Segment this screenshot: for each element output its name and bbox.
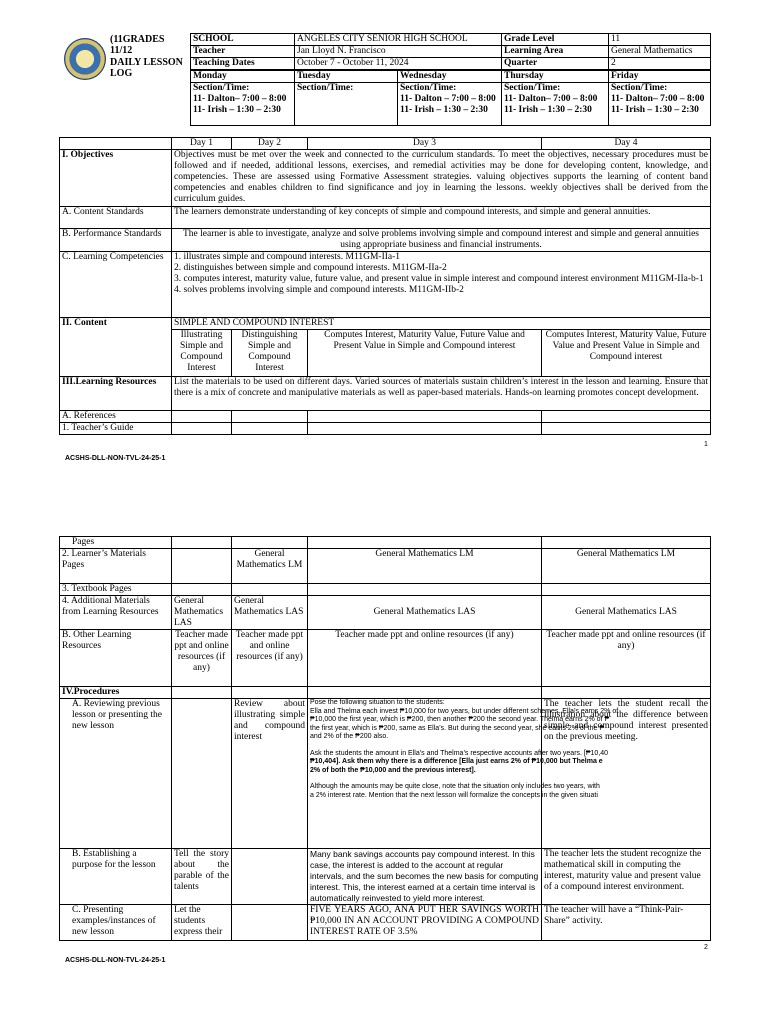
las-day4: General Mathematics LAS: [542, 596, 711, 630]
quarter-label: Quarter: [502, 58, 609, 70]
competency-item: 1. illustrates simple and compound interests. M11GM-IIa-1: [174, 252, 401, 262]
performance-standards-label: B. Performance Standards: [60, 229, 172, 252]
content-standards-text: The learners demonstrate understanding of key concepts of simple and compound interests, and simple and general annuities.: [172, 207, 711, 229]
teaching-dates-value: October 7 - October 11, 2024: [295, 58, 502, 70]
establishing-label: B. Establishing a purpose for the lesson: [60, 849, 172, 905]
resources-label: III.Learning Resources: [60, 377, 172, 411]
header-table: [190, 33, 711, 70]
teaching-dates-label: Teaching Dates: [191, 58, 295, 70]
grade-level-value: 11: [609, 34, 711, 46]
quarter-value: 2: [609, 58, 711, 70]
section-monday: Section/Time: 11- Dalton– 7:00 – 8:00 11- Irish – 1:30 – 2:30: [191, 83, 295, 126]
other-day2: Teacher made ppt and online resources (if any): [232, 630, 308, 687]
content-day2: Distinguishing Simple and Compound Interest: [232, 330, 308, 377]
presenting-day4: The teacher will have a “Think-Pair-Share” activity.: [542, 905, 711, 941]
content-day4: Computes Interest, Maturity Value, Future Value and Present Value in Simple and Compound interest: [542, 330, 711, 377]
competency-item: 2. distinguishes between simple and compound interests. M11GM-IIa-2: [174, 263, 447, 273]
section-friday: Section/Time: 11- Dalton– 7:00 – 8:00 11- Irish – 1:30 – 2:30: [609, 83, 711, 126]
competencies-list: [172, 252, 711, 318]
page-footer-2: ACSHS-DLL-NON-TVL-24-25-1: [65, 957, 166, 964]
other-resources-label: B. Other Learning Resources: [60, 630, 172, 687]
las-day2: General Mathematics LAS: [232, 596, 308, 630]
reviewing-day3: Pose the following situation to the students: Ella and Thelma each invest ₱10,000 for two years, but under different schemes. Ella’s earns 2% of ₱10,000 the first year, which is ₱200, then another ₱200 the second year. Thelma earns 2% of ₱ the first year, which is ₱200, same as Ella’s. But during the second year, she earns 2% of the ₱ and 2% of the ₱200 also. Ask the students the amount in Ella’s and Thelma’s respective accounts after two years. [₱10,40 ₱10,404]. Ask them why there is a difference [Ella just earns 2% of ₱10,000 but Thelma e 2% of both the ₱10,000 and the previous interest]. Although the amounts may be quite close, note that the situation only includes two years, with a 2% interest rate. Mention that the next lesson will formalize the concepts in the given situati: [308, 699, 542, 849]
page-number-2: 2: [704, 944, 708, 951]
teacher-label: Teacher: [191, 46, 295, 58]
page-number-1: 1: [704, 441, 708, 448]
day-tuesday: Tuesday: [295, 71, 398, 83]
school-value: ANGELES CITY SENIOR HIGH SCHOOL: [295, 34, 502, 46]
performance-standards-text: The learner is able to investigate, analyze and solve problems involving simple and compound interest and simple and general annuities using appropriate business and financial instruments.: [172, 229, 711, 252]
content-title: SIMPLE AND COMPOUND INTEREST: [172, 318, 711, 330]
additional-materials-label: 4. Additional Materials from Learning Resources: [60, 596, 172, 630]
establishing-day4: The teacher lets the student recognize the mathematical skill in computing the interest, maturity value and present value of a compound interest environment.: [542, 849, 711, 905]
day-thursday: Thursday: [502, 71, 609, 83]
day2-header: Day 2: [232, 138, 308, 150]
lesson-table-page2: [59, 536, 711, 941]
presenting-day1: Let the students express their: [172, 905, 232, 941]
establishing-day3: Many bank savings accounts pay compound interest. In this case, the interest is added to the account at regular intervals, and the sum becomes the new basis for computing interest. This, the interest earned at a certain time interval is automatically reinvested to yield more interest.: [308, 849, 542, 905]
day1-header: Day 1: [172, 138, 232, 150]
day3-header: Day 3: [308, 138, 542, 150]
reviewing-day4: The teacher lets the student recall the illustration about the difference between simple and compound interest presented on the previous meeting.: [542, 699, 711, 849]
section-wednesday: Section/Time: 11- Dalton – 7:00 – 8:00 11- Irish – 1:30 – 2:30: [398, 83, 502, 126]
pages-label: Pages: [60, 537, 172, 549]
competency-item: 4. solves problems involving simple and compound interests. M11GM-IIb-2: [174, 285, 464, 295]
las-day1: General Mathematics LAS: [172, 596, 232, 630]
school-logo: [64, 38, 106, 80]
other-day3: Teacher made ppt and online resources (if any): [308, 630, 542, 687]
presenting-day3: FIVE YEARS AGO, ANA PUT HER SAVINGS WORTH ₱10,000 IN AN ACCOUNT PROVIDING A COMPOUND INTEREST RATE OF 3.5%: [308, 905, 542, 941]
objectives-text: Objectives must be met over the week and connected to the curriculum standards. To meet the objectives, necessary procedures must be followed and if needed, additional lessons, exercises, and remedial activities may be done for developing content, knowledge, and competencies. These are assessed using Formative Assessment strategies. valuing objectives supports the learning of content band competencies and enables children to find significance and joy in learning the lessons. weekly objectives shall be derived from the curriculum guides.: [172, 150, 711, 207]
dll-title: DAILY LESSON LOG: [110, 57, 183, 79]
day-monday: Monday: [191, 71, 295, 83]
lm-day4: General Mathematics LM: [542, 549, 711, 584]
learners-materials-label: 2. Learner’s Materials Pages: [60, 549, 172, 584]
reviewing-day2: Review about illustrating simple and compound interest: [232, 699, 308, 849]
lm-day3: General Mathematics LM: [308, 549, 542, 584]
grade-level-label: Grade Level: [502, 34, 609, 46]
day-friday: Friday: [609, 71, 711, 83]
page-footer-1: ACSHS-DLL-NON-TVL-24-25-1: [65, 455, 166, 462]
teachers-guide-label: 1. Teacher’s Guide: [60, 423, 172, 435]
las-day3: General Mathematics LAS: [308, 596, 542, 630]
presenting-label: C. Presenting examples/instances of new lesson: [60, 905, 172, 941]
schedule-table: [190, 70, 711, 126]
section-thursday: Section/Time: 11- Dalton– 7:00 – 8:00 11- Irish – 1:30 – 2:30: [502, 83, 609, 126]
other-day4: Teacher made ppt and online resources (if any): [542, 630, 711, 687]
teacher-value: Jan Lloyd N. Francisco: [295, 46, 502, 58]
lesson-table-page1: [59, 137, 711, 435]
objectives-label: I. Objectives: [60, 150, 172, 207]
reviewing-label: A. Reviewing previous lesson or presenting the new lesson: [60, 699, 172, 849]
learning-area-label: Learning Area: [502, 46, 609, 58]
day4-header: Day 4: [542, 138, 711, 150]
content-day1: Illustrating Simple and Compound Interest: [172, 330, 232, 377]
content-day3: Computes Interest, Maturity Value, Future Value and Present Value in Simple and Compound interest: [308, 330, 542, 377]
grades-title: (11GRADES 11/12: [110, 34, 165, 56]
other-day1: Teacher made ppt and online resources (if any): [172, 630, 232, 687]
resources-text: List the materials to be used on different days. Varied sources of materials sustain children’s interest in the lesson and learning. Ensure that there is a mix of concrete and manipulative materials as well as paper-based materials. Hands-on learning promotes concept development.: [172, 377, 711, 411]
content-standards-label: A. Content Standards: [60, 207, 172, 229]
references-label: A. References: [60, 411, 172, 423]
content-label: II. Content: [60, 318, 172, 377]
textbook-label: 3. Textbook Pages: [60, 584, 172, 596]
competency-item: 3. computes interest, maturity value, future value, and present value in simple interest and compound interest environment M11GM-IIa-b-1: [174, 274, 704, 284]
school-label: SCHOOL: [191, 34, 295, 46]
establishing-day1: Tell the story about the parable of the talents: [172, 849, 232, 905]
lm-day2: General Mathematics LM: [232, 549, 308, 584]
procedures-label: IV.Procedures: [60, 687, 172, 699]
section-tuesday: Section/Time:: [295, 83, 398, 126]
learning-area-value: General Mathematics: [609, 46, 711, 58]
corner-cell: [60, 138, 172, 150]
day-wednesday: Wednesday: [398, 71, 502, 83]
competencies-label: C. Learning Competencies: [60, 252, 172, 318]
